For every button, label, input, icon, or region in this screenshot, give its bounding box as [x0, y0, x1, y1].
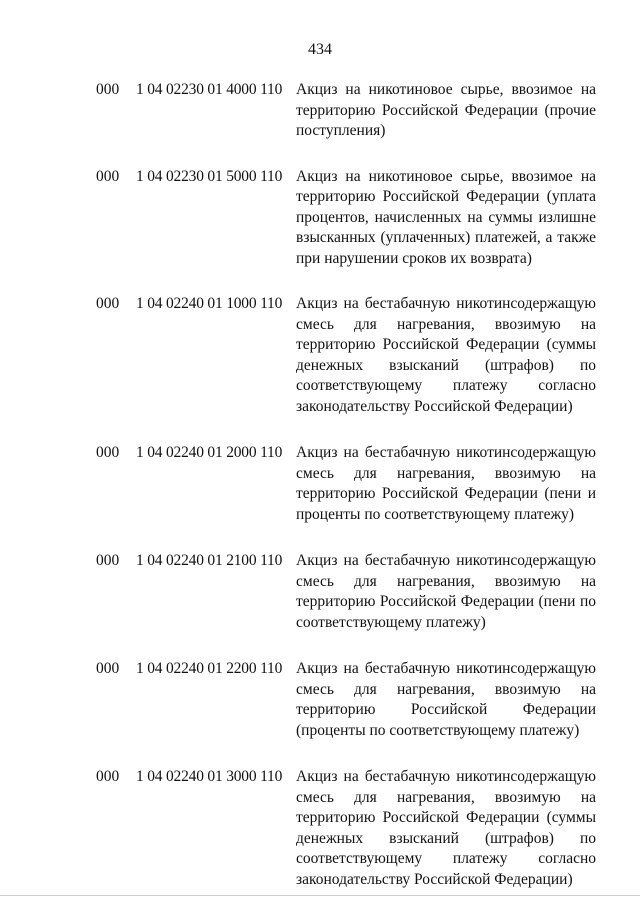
scan-edge-divider — [0, 895, 640, 896]
page-number: 434 — [308, 41, 332, 58]
admin-code: 000 — [96, 660, 120, 677]
admin-code: 000 — [96, 167, 120, 185]
budget-classification-code: 1 04 02230 01 4000 110 — [136, 81, 283, 98]
budget-classification-code: 1 04 02240 01 2100 110 — [136, 552, 283, 569]
entry-description: Акциз на бестабачную никотинсодержащую смесь для нагревания, ввозимую на территорию Российской Федерации (пени по соответствующему платежу) — [296, 552, 596, 631]
budget-classification-code: 1 04 02240 01 2200 110 — [136, 660, 283, 677]
budget-code-list — [0, 80, 640, 890]
admin-code: 000 — [96, 768, 120, 785]
admin-code: 000 — [96, 444, 120, 461]
admin-code: 000 — [96, 552, 120, 569]
budget-classification-code: 1 04 02240 01 1000 110 — [136, 295, 283, 312]
list-item — [0, 659, 640, 741]
list-item — [0, 551, 640, 633]
entry-description: Акциз на никотиновое сырье, ввозимое на территорию Российской Федерации (уплата процентов, начисленных на суммы излишне взысканных (уплаченных) платежей, а также при нарушении сроков их возврата) — [296, 167, 596, 267]
entry-description: Акциз на бестабачную никотинсодержащую смесь для нагревания, ввозимую на территорию Российской Федерации (проценты по соответствующему платежу) — [296, 660, 596, 739]
admin-code: 000 — [96, 81, 120, 98]
admin-code: 000 — [96, 295, 120, 312]
list-item — [0, 294, 640, 417]
entry-description: Акциз на бестабачную никотинсодержащую смесь для нагревания, ввозимую на территорию Российской Федерации (пени и проценты по соответствующему платежу) — [296, 444, 596, 523]
entry-description: Акциз на никотиновое сырье, ввозимое на территорию Российской Федерации (прочие поступления) — [296, 81, 596, 139]
list-item — [0, 767, 640, 890]
list-item — [0, 167, 640, 270]
entry-description: Акциз на бестабачную никотинсодержащую смесь для нагревания, ввозимую на территорию Российской Федерации (суммы денежных взысканий (штрафов) по соответствующему платежу согласно законодательству Российской Федерации) — [296, 295, 596, 415]
budget-classification-code: 1 04 02240 01 2000 110 — [136, 444, 283, 461]
budget-classification-code: 1 04 02230 01 5000 110 — [136, 167, 283, 185]
list-item — [0, 80, 640, 142]
entry-description: Акциз на бестабачную никотинсодержащую смесь для нагревания, ввозимую на территорию Российской Федерации (суммы денежных взысканий (штрафов) по соответствующему платежу согласно законодательству Российской Федерации) — [296, 768, 596, 888]
list-item — [0, 443, 640, 525]
budget-classification-code: 1 04 02240 01 3000 110 — [136, 768, 283, 785]
